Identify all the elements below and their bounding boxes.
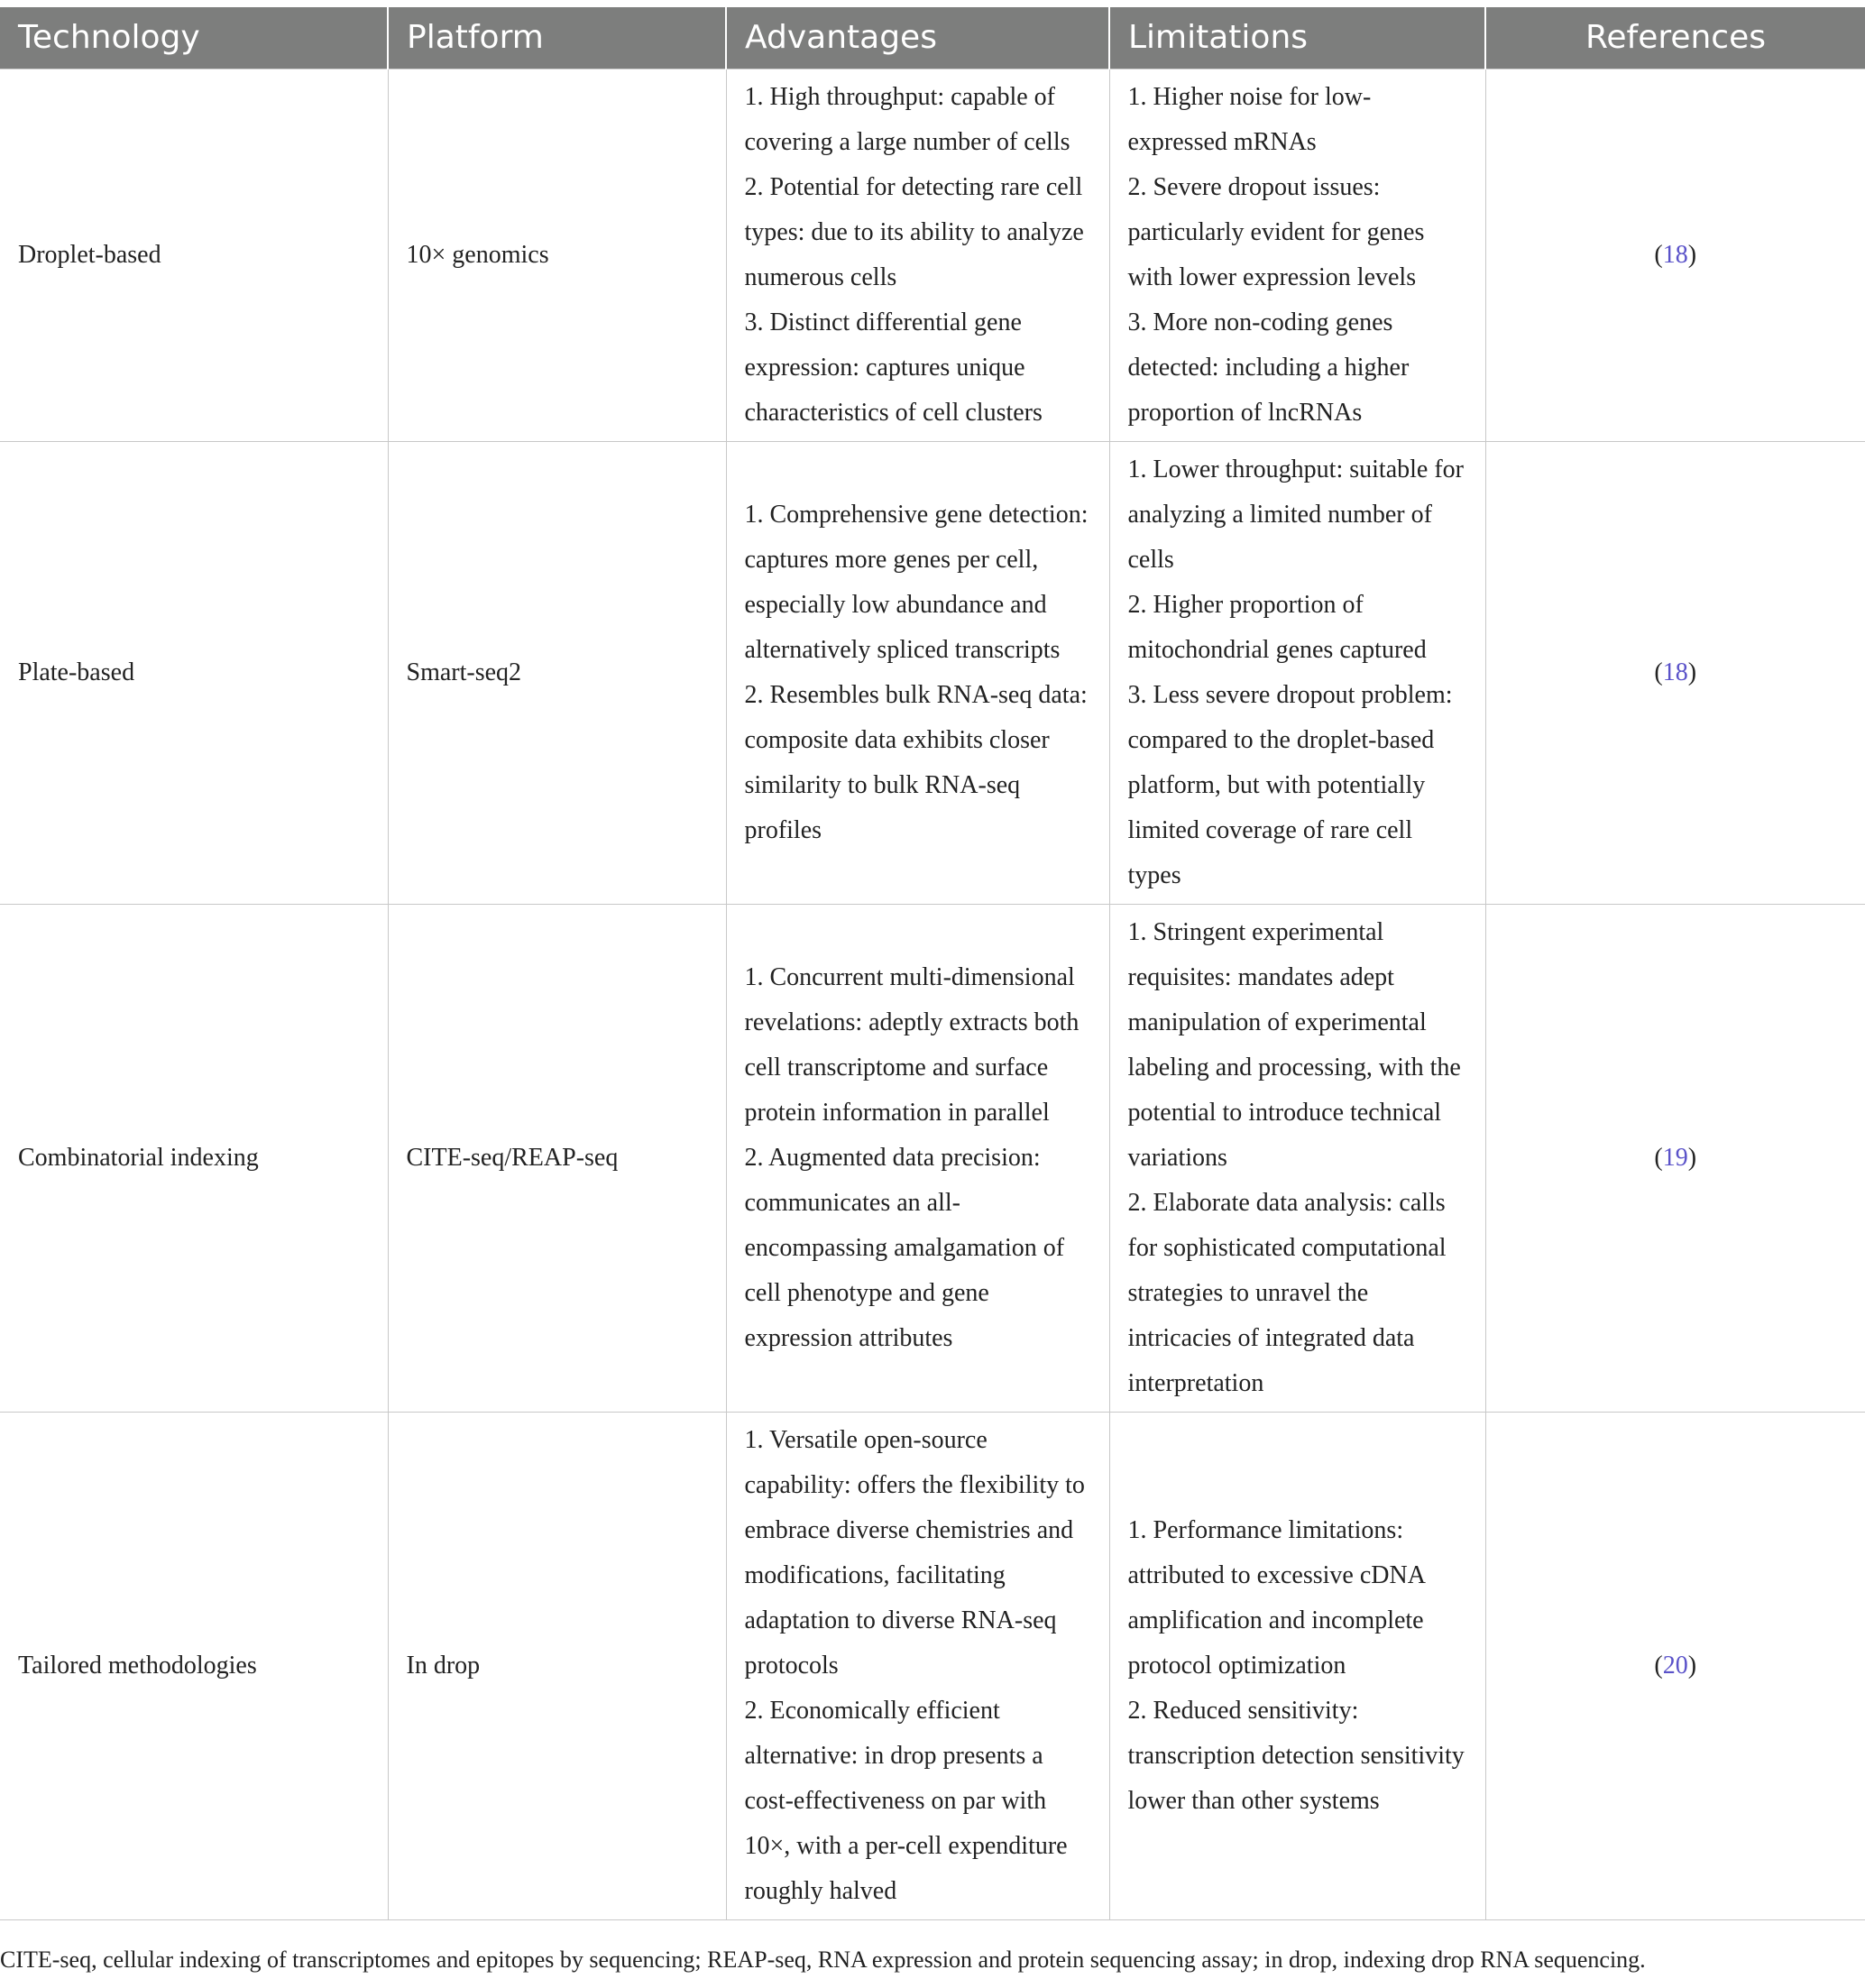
cell-reference: (18) xyxy=(1485,69,1865,441)
table-footnote: CITE-seq, cellular indexing of transcriptomes and epitopes by sequencing; REAP-seq, RNA expression and protein sequencing assay; in drop, indexing drop RNA sequencing. xyxy=(0,1947,1646,1973)
cell-limitations xyxy=(1109,441,1485,904)
table-row xyxy=(0,69,1865,441)
cell-technology: Combinatorial indexing xyxy=(0,904,388,1412)
advantage-item: 1. High throughput: capable of covering a large number of cells xyxy=(744,82,1070,156)
header-platform: Platform xyxy=(388,7,726,69)
limitation-item: 1. Higher noise for low-expressed mRNAs xyxy=(1127,82,1372,156)
cell-platform: CITE-seq/REAP-seq xyxy=(388,904,726,1412)
table-row xyxy=(0,904,1865,1412)
cell-reference: (19) xyxy=(1485,904,1865,1412)
cell-advantages xyxy=(726,1412,1109,1919)
advantage-item: 2. Potential for detecting rare cell types: due to its ability to analyze numerous cells xyxy=(744,172,1084,291)
header-references: References xyxy=(1485,7,1865,69)
limitation-item: 1. Performance limitations: attributed to excessive cDNA amplification and incomplete protocol optimization xyxy=(1127,1515,1425,1680)
limitation-item: 2. Elaborate data analysis: calls for sophisticated computational strategies to unravel the intricacies of integrated data interpretation xyxy=(1127,1188,1447,1397)
reference-link[interactable]: 20 xyxy=(1662,1651,1688,1680)
cell-advantages xyxy=(726,69,1109,441)
cell-platform: Smart-seq2 xyxy=(388,441,726,904)
limitation-item: 2. Higher proportion of mitochondrial genes captured xyxy=(1127,590,1427,664)
limitation-item: 2. Reduced sensitivity: transcription detection sensitivity lower than other systems xyxy=(1127,1696,1465,1815)
technology-comparison-table xyxy=(0,7,1865,1920)
limitation-item: 3. More non-coding genes detected: including a higher proportion of lncRNAs xyxy=(1127,308,1410,427)
limitation-item: 3. Less severe dropout problem: compared to the droplet-based platform, but with potentially limited coverage of rare cell types xyxy=(1127,680,1453,889)
limitation-item: 2. Severe dropout issues: particularly evident for genes with lower expression levels xyxy=(1127,172,1425,291)
table-row xyxy=(0,441,1865,904)
table-row xyxy=(0,1412,1865,1919)
advantage-item: 2. Resembles bulk RNA-seq data: composite data exhibits closer similarity to bulk RNA-seq profiles xyxy=(744,680,1088,844)
cell-technology: Tailored methodologies xyxy=(0,1412,388,1919)
cell-technology: Droplet-based xyxy=(0,69,388,441)
cell-limitations xyxy=(1109,1412,1485,1919)
advantage-item: 3. Distinct differential gene expression: captures unique characteristics of cell clusters xyxy=(744,308,1043,427)
cell-limitations xyxy=(1109,904,1485,1412)
cell-advantages xyxy=(726,904,1109,1412)
header-limitations: Limitations xyxy=(1109,7,1485,69)
header-technology: Technology xyxy=(0,7,388,69)
advantage-item: 1. Concurrent multi-dimensional revelations: adeptly extracts both cell transcriptome and surface protein information in parallel xyxy=(744,962,1079,1127)
cell-reference: (20) xyxy=(1485,1412,1865,1919)
reference-link[interactable]: 18 xyxy=(1662,658,1688,686)
advantage-item: 1. Comprehensive gene detection: captures more genes per cell, especially low abundance and alternatively spliced transcripts xyxy=(744,500,1089,664)
reference-link[interactable]: 19 xyxy=(1662,1143,1688,1172)
limitation-item: 1. Stringent experimental requisites: mandates adept manipulation of experimental labeling and processing, with the potential to introduce technical variations xyxy=(1127,917,1461,1172)
cell-platform: In drop xyxy=(388,1412,726,1919)
cell-reference: (18) xyxy=(1485,441,1865,904)
cell-technology: Plate-based xyxy=(0,441,388,904)
cell-limitations xyxy=(1109,69,1485,441)
table-header-row xyxy=(0,7,1865,69)
advantage-item: 1. Versatile open-source capability: offers the flexibility to embrace diverse chemistries and modifications, facilitating adaptation to diverse RNA-seq protocols xyxy=(744,1425,1085,1680)
cell-platform: 10× genomics xyxy=(388,69,726,441)
reference-link[interactable]: 18 xyxy=(1662,240,1688,269)
cell-advantages xyxy=(726,441,1109,904)
limitation-item: 1. Lower throughput: suitable for analyzing a limited number of cells xyxy=(1127,455,1464,574)
advantage-item: 2. Augmented data precision: communicates an all-encompassing amalgamation of cell phenotype and gene expression attributes xyxy=(744,1143,1065,1352)
advantage-item: 2. Economically efficient alternative: in drop presents a cost-effectiveness on par with 10×, with a per-cell expenditure roughly halved xyxy=(744,1696,1068,1905)
header-advantages: Advantages xyxy=(726,7,1109,69)
